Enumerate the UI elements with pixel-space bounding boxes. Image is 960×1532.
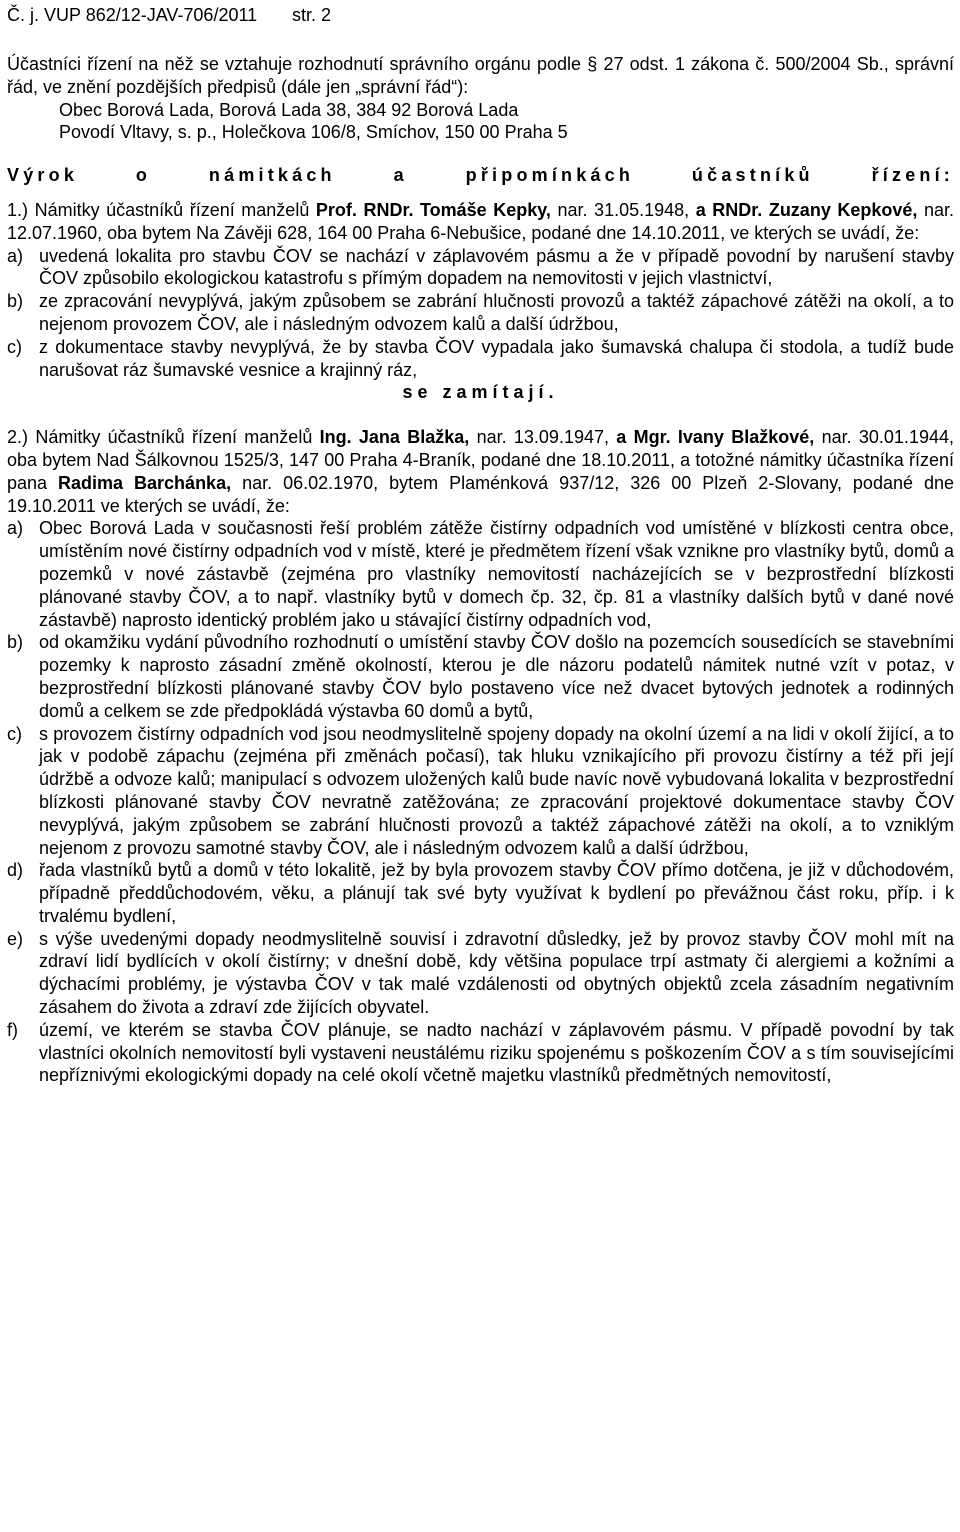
party-list <box>7 99 954 145</box>
point-label: b) <box>7 291 24 312</box>
point-label: a) <box>7 518 24 539</box>
point-text: území, ve kterém se stavba ČOV plánuje, se nadto nachází v záplavovém pásmu. V případě povodní by tak vlastníci okolních nemovitostí byli vystaveni neustálému riziku spojenému s poškozením ČOV a s tím souvisejícími nepříznivými ekologickými dopady na celé okolí včetně majetku vlastníků předmětných nemovitostí, <box>39 1019 954 1086</box>
item-text: nar. 30.01.1944, oba bytem Nad Šálkovnou 1525/3, 147 00 Praha 4-Braník, podané dne 18.10.2011, a totožné námitky účastníka řízení pana <box>7 427 954 493</box>
objection-point <box>7 245 954 291</box>
objection-point <box>7 290 954 336</box>
objection-intro <box>7 426 954 517</box>
item-name: Radima Barchánka, <box>58 472 232 493</box>
item-number: 2.) <box>7 427 29 448</box>
point-label: d) <box>7 860 24 881</box>
point-text: z dokumentace stavby nevyplývá, že by stavba ČOV vypadala jako šumavská chalupa či stodola, a tudíž bude narušovat ráz šumavské vesnice a krajinný ráz, <box>39 336 954 380</box>
party-item: Povodí Vltavy, s. p., Holečkova 106/8, Smíchov, 150 00 Praha 5 <box>59 122 568 143</box>
verdict-text: se zamítají. <box>402 382 559 403</box>
objection-point <box>7 517 954 631</box>
item-name: a Mgr. Ivany Blažkové, <box>616 427 815 448</box>
page-number: str. 2 <box>292 5 332 25</box>
section-heading: Výrok o námitkách a připomínkách účastníků řízení: <box>7 165 954 186</box>
intro-paragraph: Účastníci řízení na něž se vztahuje rozhodnutí správního orgánu podle § 27 odst. 1 zákona č. 500/2004 Sb., správní řád, ve znění pozdějších předpisů (dále jen „správní řád“): <box>7 54 954 97</box>
point-label: c) <box>7 336 22 357</box>
objection-point <box>7 631 954 722</box>
item-number: 1.) <box>7 199 29 220</box>
page-header <box>7 4 954 27</box>
item-text: nar. 06.02.1970, bytem Plaménková 937/12, 326 00 Plzeň 2-Slovany, podané dne 19.10.2011 ve kterých se uvádí, že: <box>7 472 955 516</box>
point-text: s provozem čistírny odpadních vod jsou neodmyslitelně spojeny dopady na okolní území a na lidi v okolí žijící, a to jak v podobě zápachu (zejména při změnách počasí), tak hluku vznikajícího při provozu čistírny a též při její údržbě a odvoze kalů; manipulací s odvozem uložených kalů bude navíc nově vybudovaná lokalita v bezprostřední blízkosti plánované stavby ČOV nevratně zatěžována; ze zpracování projektové dokumentace stavby ČOV nevyplývá, jakým způsobem se zabrání hlučnosti provozů a taktéž zápachové zátěži na okolí, a to vzniklým nejenom z provozu samotné stavby ČOV, ale i následným odvozem kalů a další údržbou, <box>39 723 954 858</box>
point-label: a) <box>7 245 24 266</box>
item-text: nar. 31.05.1948, <box>550 199 696 220</box>
point-label: f) <box>7 1019 18 1040</box>
party-item: Obec Borová Lada, Borová Lada 38, 384 92 Borová Lada <box>59 99 519 120</box>
objection-point <box>7 723 954 860</box>
item-text: nar. 12.07.1960, oba bytem Na Závěji 628, 164 00 Praha 6-Nebušice, podané dne 14.10.2011, ve kterých se uvádí, že: <box>7 199 954 243</box>
objection-point <box>7 928 954 1019</box>
objection-point <box>7 336 954 382</box>
point-text: Obec Borová Lada v současnosti řeší problém zátěže čistírny odpadních vod umístěné v blízkosti centra obce, umístěním nové čistírny odpadních vod v místě, které je předmětem řízení však vznikne pro vlastníky bytů, domů a pozemků v nové zástavbě (zejména pro vlastníky nemovitostí nacházejících se v bezprostřední blízkosti plánované stavby ČOV, a to např. vlastníky bytů v domech čp. 32, čp. 81 a vlastníky dalších bytů v dané nové zástavbě) naprosto identický problém jako u stávající čistírny odpadních vod, <box>39 518 954 630</box>
point-text: řada vlastníků bytů a domů v této lokalitě, jež by byla provozem stavby ČOV přímo dotčena, je již v důchodovém, případně předdůchodovém, věku, a plánují tak své byty využívat k bydlení po převážnou část roku, příp. i k trvalému bydlení, <box>39 860 954 926</box>
objection-point <box>7 859 954 927</box>
objection-intro <box>7 199 954 245</box>
point-label: e) <box>7 928 24 949</box>
item-text: nar. 13.09.1947, <box>469 427 617 448</box>
item-text: Námitky účastníků řízení manželů <box>35 427 320 448</box>
point-text: uvedená lokalita pro stavbu ČOV se nachází v záplavovém pásmu a že v případě povodní by narušení stavby ČOV způsobilo ekologickou katastrofu s přímým dopadem na nemovitosti v jejich vlastnictví, <box>39 245 954 289</box>
point-text: ze zpracování nevyplývá, jakým způsobem se zabrání hlučnosti provozů a taktéž zápachové zátěži na okolí, a to nejenom provozem ČOV, ale i následným odvozem kalů a další údržbou, <box>39 291 954 334</box>
reference-number: Č. j. VUP 862/12-JAV-706/2011 <box>7 5 258 25</box>
point-label: c) <box>7 723 22 744</box>
item-name: Prof. RNDr. Tomáše Kepky, <box>315 199 551 220</box>
objection-item-1 <box>7 199 954 404</box>
point-label: b) <box>7 632 24 653</box>
objection-item-2 <box>7 426 954 1087</box>
item-name: a RNDr. Zuzany Kepkové, <box>695 199 918 220</box>
point-text: od okamžiku vydání původního rozhodnutí o umístění stavby ČOV došlo na pozemcích sousedících se stavebními pozemky k naprosto zásadní změně okolností, kterou je dle názoru podatelů námitek nutné vzít v potaz, v bezprostřední blízkosti plánované stavby ČOV bylo postaveno více než dvacet bytových jednotek a rodinných domů a celkem se zde předpokládá výstavba 60 domů a bytů, <box>39 632 954 721</box>
item-name: Ing. Jana Blažka, <box>319 427 470 448</box>
objection-point <box>7 1019 954 1087</box>
point-text: s výše uvedenými dopady neodmyslitelně souvisí i zdravotní důsledky, jež by provoz stavby ČOV mohl mít na zdraví lidí bydlících v okolí čistírny; v dnešní době, kdy většina populace trpí astmaty či alergiemi a kožními a dýchacími problémy, je výstavba ČOV v tak malé vzdálenosti od obytných objektů zcela zásadním negativním zásahem do života a zdraví zde žijících obyvatel. <box>39 928 954 1018</box>
item-text: Námitky účastníků řízení manželů <box>34 199 316 220</box>
